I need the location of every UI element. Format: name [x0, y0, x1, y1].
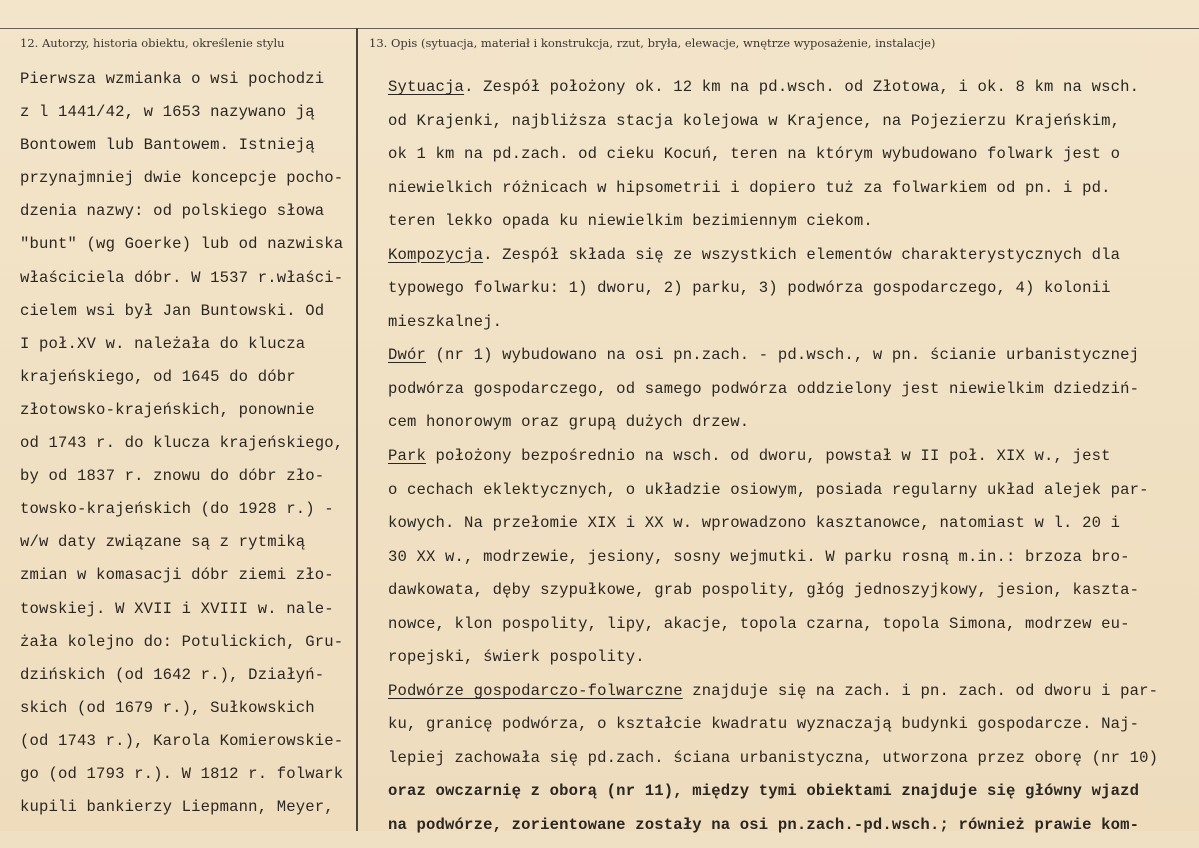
- description-text: lepiej zachowała się pd.zach. ściana urbanistyczna, utworzona przez oborę (nr 10): [388, 748, 1159, 767]
- section-heading: Kompozycja: [388, 245, 484, 264]
- description-text: niewielkich różnicach w hipsometrii i dopiero tuż za folwarkiem od pn. i pd.: [388, 178, 1111, 197]
- description-text: cem honorowym oraz grupą dużych drzew.: [388, 413, 750, 432]
- description-text: na podwórze, zorientowane zostały na osi pn.zach.-pd.wsch.; również prawie kom-: [388, 816, 1140, 835]
- description-text: . Zespół położony ok. 12 km na pd.wsch. od Złotowa, i ok. 8 km na wsch.: [464, 78, 1140, 96]
- description-line: [388, 76, 1199, 110]
- description-line: [388, 613, 1199, 647]
- description-line: [388, 713, 1199, 747]
- description-line: [388, 680, 1199, 714]
- history-line: Pierwsza wzmianka o wsi pochodzi: [20, 70, 325, 88]
- description-text: kowych. Na przełomie XIX i XX w. wprowadzono kasztanowce, natomiast w l. 20 i: [388, 514, 1121, 533]
- history-line: by od 1837 r. znowu do dóbr zło-: [20, 467, 325, 486]
- section-heading: Dwór: [388, 346, 427, 365]
- description-text: . Zespół składa się ze wszystkich elementów charakterystycznych dla: [483, 245, 1121, 264]
- description-text: podwórza gospodarczego, od samego podwórza oddzielony jest niewielkim dziedziń-: [388, 379, 1140, 398]
- history-line: krajeńskiego, od 1645 do dóbr: [20, 367, 296, 386]
- description-line: [388, 445, 1199, 479]
- history-line: skich (od 1679 r.), Sułkowskich: [20, 698, 315, 717]
- description-text: ku, granicę podwórza, o kształcie kwadratu wyznaczają budynki gospodarcze. Naj-: [388, 715, 1140, 734]
- history-line: towsko-krajeńskich (do 1928 r.) -: [20, 500, 334, 519]
- description-line: [388, 244, 1199, 278]
- description-line: [388, 344, 1199, 378]
- section-13-header: 13. Opis (sytuacja, materiał i konstrukcja, rzut, bryła, elewacje, wnętrze wyposażenie, instalacje): [369, 36, 936, 50]
- description-line: [388, 411, 1199, 445]
- description-text: (nr 1) wybudowano na osi pn.zach. - pd.wsch., w pn. ścianie urbanistycznej: [426, 346, 1140, 365]
- description-text: ropejski, świerk pospolity.: [388, 648, 645, 667]
- history-line: złotowsko-krajeńskich, ponownie: [20, 400, 315, 419]
- description-text: typowego folwarku: 1) dworu, 2) parku, 3) podwórza gospodarczego, 4) kolonii: [388, 279, 1111, 298]
- description-line: [388, 143, 1199, 177]
- history-line: żała kolejno do: Potulickich, Gru-: [20, 632, 344, 651]
- history-line: go (od 1793 r.). W 1812 r. folwark: [20, 764, 344, 783]
- history-line: "bunt" (wg Goerke) lub od nazwiska: [20, 235, 344, 254]
- section-12-header: 12. Autorzy, historia obiektu, określenie stylu: [20, 36, 285, 50]
- description-text: o cechach eklektycznych, o układzie osiowym, posiada regularny układ alejek par-: [388, 480, 1149, 499]
- history-line: dzenia nazwy: od polskiego słowa: [20, 202, 325, 221]
- description-text: oraz owczarnię z oborą (nr 11), między tymi obiektami znajduje się główny wjazd: [388, 782, 1140, 801]
- description-line: [388, 646, 1199, 680]
- history-line: od 1743 r. do klucza krajeńskiego,: [20, 434, 344, 453]
- history-line: zmian w komasacji dóbr ziemi zło-: [20, 566, 334, 585]
- description-text: położony bezpośrednio na wsch. od dworu, powstał w II poł. XIX w., jest: [426, 447, 1111, 466]
- history-line: w/w daty związane są z rytmiką: [20, 533, 306, 552]
- description-line: [388, 311, 1199, 345]
- top-divider: [0, 28, 1199, 29]
- description-text: nowce, klon pospolity, lipy, akacje, topola czarna, topola Simona, modrzew eu-: [388, 614, 1130, 633]
- section-heading: Sytuacja: [388, 78, 465, 96]
- description-line: [388, 780, 1199, 814]
- history-line: kupili bankierzy Liepmann, Meyer,: [20, 798, 334, 817]
- history-line: cielem wsi był Jan Buntowski. Od: [20, 301, 325, 320]
- description-line: [388, 177, 1199, 211]
- section-heading: Park: [388, 447, 427, 466]
- description-line: [388, 210, 1199, 244]
- description-line: [388, 747, 1199, 781]
- history-line: przynajmniej dwie koncepcje pocho-: [20, 169, 344, 188]
- description-text: ok 1 km na pd.zach. od cieku Kocuń, teren na którym wybudowano folwark jest o: [388, 145, 1121, 164]
- description-line: [388, 546, 1199, 580]
- history-line: właściciela dóbr. W 1537 r.właści-: [20, 268, 344, 287]
- description-line: [388, 110, 1199, 144]
- history-column: [20, 68, 356, 829]
- section-heading: Podwórze gospodarczo-folwarczne: [388, 681, 683, 700]
- description-text: od Krajenki, najbliższa stacja kolejowa w Krajence, na Pojezierzu Krajeńskim,: [388, 111, 1121, 130]
- history-line: dzińskich (od 1642 r.), Działyń-: [20, 665, 325, 684]
- description-line: [388, 277, 1199, 311]
- description-text: teren lekko opada ku niewielkim bezimiennym ciekom.: [388, 212, 873, 231]
- description-text: dawkowata, dęby szypułkowe, grab pospolity, głóg jednoszyjkowy, jesion, kaszta-: [388, 581, 1140, 600]
- history-line: towskiej. W XVII i XVIII w. nale-: [20, 599, 334, 618]
- description-text: znajduje się na zach. i pn. zach. od dworu i par-: [682, 681, 1159, 700]
- description-line: [388, 512, 1199, 546]
- description-text: mieszkalnej.: [388, 312, 503, 331]
- history-line: z l 1441/42, w 1653 nazywano ją: [20, 103, 315, 122]
- description-column: [388, 76, 1199, 848]
- history-line: (od 1743 r.), Karola Komierowskie-: [20, 731, 344, 750]
- history-line: Bontowem lub Bantowem. Istnieją: [20, 136, 315, 155]
- history-line: I poł.XV w. należała do klucza: [20, 334, 306, 353]
- description-line: [388, 479, 1199, 513]
- description-text: 30 XX w., modrzewie, jesiony, sosny wejmutki. W parku rosną m.in.: brzoza bro-: [388, 547, 1130, 566]
- column-divider: [356, 28, 358, 831]
- description-line: [388, 579, 1199, 613]
- description-line: [388, 378, 1199, 412]
